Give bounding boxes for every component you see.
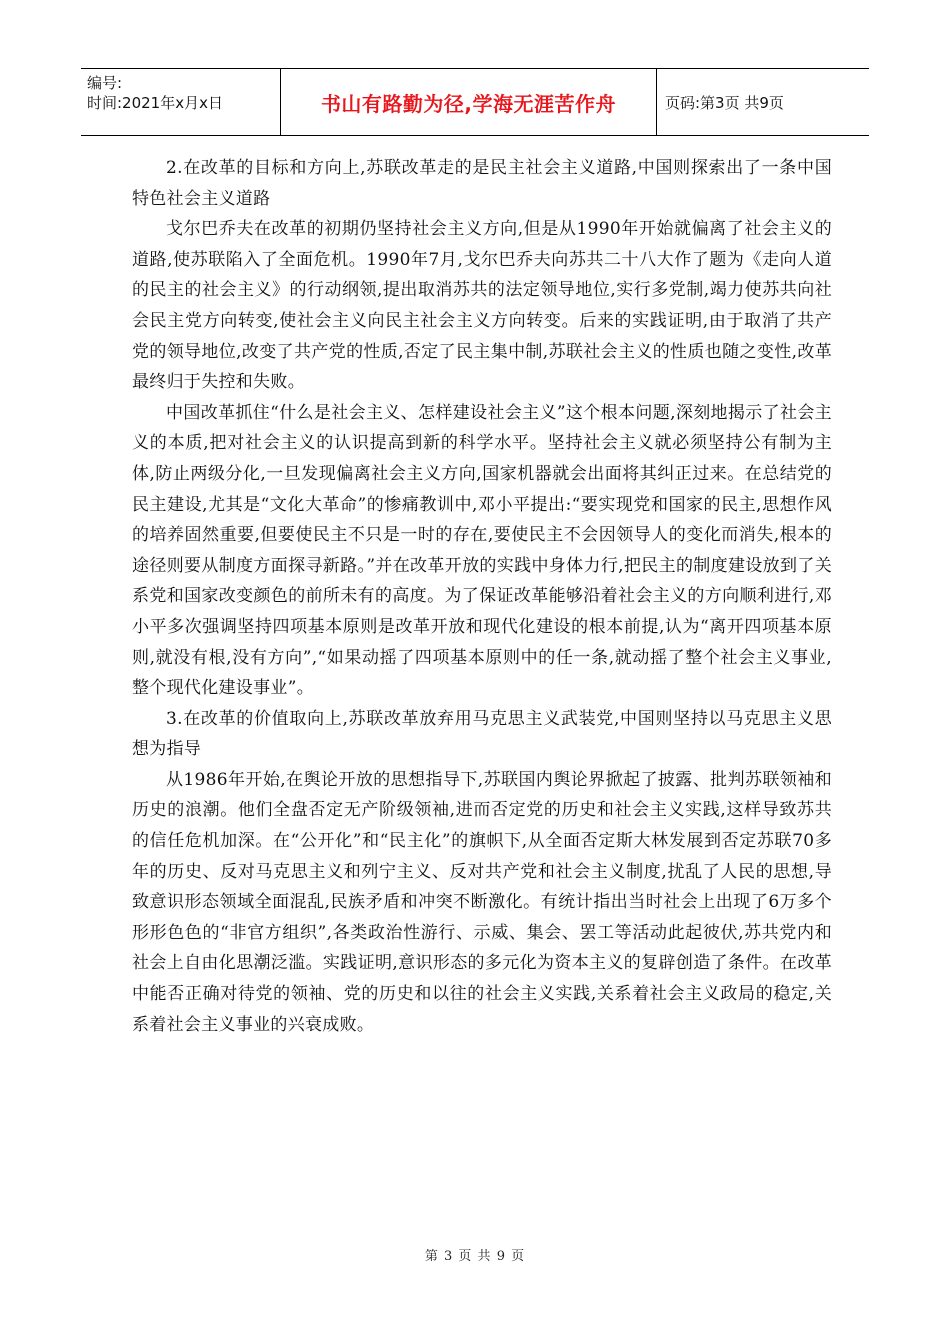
- section-heading-3: 3.在改革的价值取向上,苏联改革放弃用马克思主义武装党,中国则坚持以马克思主义思想为指导: [132, 708, 832, 760]
- document-number-label: 编号:: [87, 74, 123, 92]
- page-footer: [0, 1245, 950, 1264]
- header-page-number: 页码:第3页 共9页: [665, 93, 784, 112]
- header-table: [81, 68, 869, 136]
- document-body: [132, 153, 832, 1040]
- paragraph-china-direction: 中国改革抓住“什么是社会主义、怎样建设社会主义”这个根本问题,深刻地揭示了社会主义的本质,把对社会主义的认识提高到新的科学水平。坚持社会主义就必须坚持公有制为主体,防止两级分化,一旦发现偏离社会主义方向,国家机器就会出面将其纠正过来。在总结党的民主建设,尤其是“文化大革命”的惨痛教训中,邓小平提出:“要实现党和国家的民主,思想作风的培养固然重要,但要使民主不只是一时的存在,要使民主不会因领导人的变化而消失,根本的途径则要从制度方面探寻新路。”并在改革开放的实践中身体力行,把民主的制度建设放到了关系党和国家改变颜色的前所未有的高度。为了保证改革能够沿着社会主义的方向顺利进行,邓小平多次强调坚持四项基本原则是改革开放和现代化建设的根本前提,认为“离开四项基本原则,就没有根,没有方向”,“如果动摇了四项基本原则中的任一条,就动摇了整个社会主义事业,整个现代化建设事业”。: [132, 402, 832, 699]
- document-date-label: 时间:2021年x月x日: [87, 94, 223, 112]
- paragraph-ideology: 从1986年开始,在舆论开放的思想指导下,苏联国内舆论界掀起了披露、批判苏联领袖和历史的浪潮。他们全盘否定无产阶级领袖,进而否定党的历史和社会主义实践,这样导致苏共的信任危机加深。在“公开化”和“民主化”的旗帜下,从全面否定斯大林发展到否定苏联70多年的历史、反对马克思主义和列宁主义、反对共产党和社会主义制度,扰乱了人民的思想,导致意识形态领域全面混乱,民族矛盾和冲突不断激化。有统计指出当时社会上出现了6万多个形形色色的“非官方组织”,各类政治性游行、示威、集会、罢工等活动此起彼伏,苏共党内和社会上自由化思潮泛滥。实践证明,意识形态的多元化为资本主义的复辟创造了条件。在改革中能否正确对待党的领袖、党的历史和以往的社会主义实践,关系着社会主义政局的稳定,关系着社会主义事业的兴衰成败。: [132, 769, 832, 1035]
- header-motto-cell: [281, 69, 657, 135]
- footer-page-number: 第 3 页 共 9 页: [424, 1249, 526, 1264]
- section-heading-2: 2.在改革的目标和方向上,苏联改革走的是民主社会主义道路,中国则探索出了一条中国特色社会主义道路: [132, 158, 832, 209]
- header-motto: 书山有路勤为径,学海无涯苦作舟: [320, 91, 617, 116]
- paragraph-soviet-direction: 戈尔巴乔夫在改革的初期仍坚持社会主义方向,但是从1990年开始就偏离了社会主义的道路,使苏联陷入了全面危机。1990年7月,戈尔巴乔夫向苏共二十八大作了题为《走向人道的民主的社会主义》的行动纲领,提出取消苏共的法定领导地位,实行多党制,竭力使苏共向社会民主党方向转变,使社会主义向民主社会主义方向转变。后来的实践证明,由于取消了共产党的领导地位,改变了共产党的性质,否定了民主集中制,苏联社会主义的性质也随之变性,改革最终归于失控和失败。: [132, 219, 832, 393]
- header-page-cell: [657, 69, 869, 135]
- header-meta-cell: [81, 69, 281, 135]
